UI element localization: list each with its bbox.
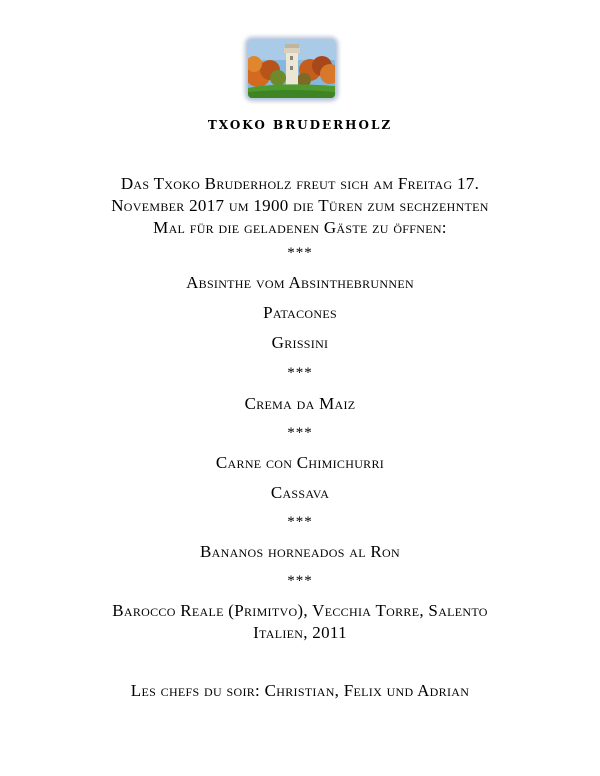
tower-landscape-logo — [248, 40, 335, 98]
menu-item: Bananos horneados al Ron — [200, 542, 400, 561]
restaurant-name: TXOKO BRUDERHOLZ — [207, 118, 393, 132]
intro-line-1: Das Txoko Bruderholz freut sich am Freitag 17. — [120, 174, 480, 193]
separator: *** — [287, 573, 313, 589]
separator: *** — [287, 514, 313, 530]
separator: *** — [287, 365, 313, 381]
wine-line-1: Barocco Reale (Primitvo), Vecchia Torre, Salento — [112, 601, 488, 620]
intro-line-2: November 2017 um 1900 die Türen zum sechzehnten — [111, 196, 489, 215]
menu-item: Grissini — [271, 333, 329, 352]
menu-item: Patacones — [263, 303, 337, 322]
separator: *** — [287, 245, 313, 261]
menu-item: Cassava — [270, 483, 330, 502]
separator: *** — [287, 425, 313, 441]
intro-line-3: Mal für die geladenen Gäste zu öffnen: — [153, 218, 447, 237]
menu-item: Crema da Maiz — [244, 394, 356, 413]
menu-item: Carne con Chimichurri — [215, 453, 385, 472]
wine-line-2: Italien, 2011 — [253, 623, 347, 642]
chefs-line: Les chefs du soir: Christian, Felix und Adrian — [130, 681, 470, 700]
menu-item: Absinthe vom Absinthebrunnen — [186, 273, 414, 292]
